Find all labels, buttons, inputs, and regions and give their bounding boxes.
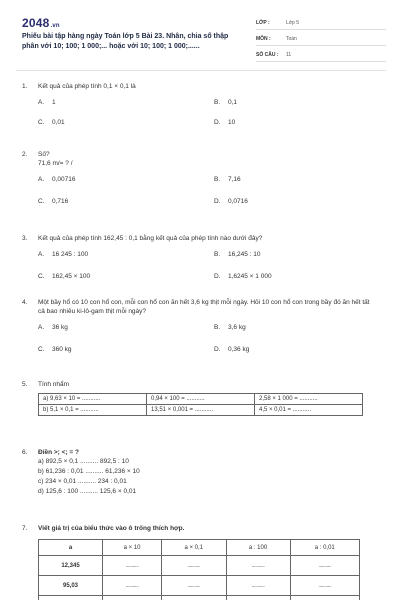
- meta-value: Lớp 5: [286, 19, 300, 26]
- option-letter: C.: [38, 119, 45, 126]
- table-header-cell: a : 0,01: [290, 540, 360, 556]
- table-cell[interactable]: a) 9,63 × 10 = ...........: [39, 394, 147, 405]
- compare-line[interactable]: d) 125,6 : 100 .......... 125,6 × 0,01: [38, 488, 137, 495]
- option-letter: B.: [214, 251, 221, 258]
- option-value: 1,6245 × 1 000: [228, 273, 272, 280]
- question-text: Tính nhẩm: [38, 381, 70, 388]
- option-value: 3,6 kg: [228, 324, 246, 331]
- option-letter: B.: [214, 324, 221, 331]
- meta-count-row: [256, 48, 386, 62]
- option-letter: A.: [38, 99, 45, 106]
- option-c[interactable]: [38, 273, 90, 280]
- table-cell[interactable]: 4,5 × 0,01 = ...........: [255, 405, 363, 416]
- option-letter: C.: [38, 198, 45, 205]
- table-header-cell: a × 10: [102, 540, 161, 556]
- option-value: 7,16: [228, 176, 241, 183]
- question-number: 1.: [22, 83, 28, 90]
- question-number: 5.: [22, 381, 28, 388]
- option-letter: C.: [38, 273, 45, 280]
- options-row: [38, 198, 372, 212]
- table-cell[interactable]: ...........: [162, 556, 227, 576]
- table-cell[interactable]: ...........: [290, 576, 360, 596]
- option-c[interactable]: [38, 198, 68, 205]
- question-number: 6.: [22, 449, 28, 456]
- question-7: [22, 524, 372, 600]
- question-5: [22, 380, 372, 416]
- option-value: 0,1: [228, 99, 238, 106]
- table-row: [39, 556, 360, 576]
- option-b[interactable]: [214, 251, 261, 258]
- question-text: Số?: [38, 151, 50, 158]
- meta-value: Toán: [286, 35, 297, 42]
- question-number: 7.: [22, 525, 28, 532]
- option-value: 36 kg: [52, 324, 68, 331]
- question-text: Một bầy hổ có 10 con hổ con, mỗi con hổ con ăn hết 3,6 kg thịt mỗi ngày. Hỏi 10 con hổ con trong bầy đó ăn hết tất cả bao nhiêu ki-lô-gam thịt mỗi ngày?: [38, 299, 370, 315]
- option-b[interactable]: [214, 176, 241, 183]
- table-cell[interactable]: [290, 596, 360, 600]
- question-number: 2.: [22, 151, 28, 158]
- table-header-cell: a : 100: [226, 540, 290, 556]
- meta-class-row: [256, 16, 386, 30]
- option-letter: B.: [214, 176, 221, 183]
- option-value: 10: [228, 119, 236, 126]
- table-row: [39, 576, 360, 596]
- option-a[interactable]: [38, 176, 76, 183]
- table-cell[interactable]: 0,94 × 100 = ...........: [147, 394, 255, 405]
- option-letter: D.: [214, 119, 221, 126]
- question-number: 3.: [22, 235, 28, 242]
- header-divider: [16, 70, 386, 71]
- option-letter: A.: [38, 324, 45, 331]
- option-value: 16 245 : 100: [52, 251, 89, 258]
- question-1: [22, 82, 372, 133]
- table-header-cell: a × 0,1: [162, 540, 227, 556]
- option-letter: C.: [38, 346, 45, 353]
- compare-line[interactable]: c) 234 × 0,01 .......... 234 : 0,01: [38, 478, 127, 485]
- question-number: 4.: [22, 299, 28, 306]
- table-cell: 95,03: [39, 576, 103, 596]
- options-row: [38, 273, 372, 287]
- question-4: [22, 298, 372, 360]
- table-cell[interactable]: ...........: [226, 556, 290, 576]
- option-value: 0,0716: [228, 198, 248, 205]
- compare-line[interactable]: a) 892,5 × 0,1 .......... 892,5 : 10: [38, 458, 129, 465]
- table-cell[interactable]: ...........: [102, 576, 161, 596]
- option-value: 360 kg: [52, 346, 72, 353]
- options-row: [38, 346, 372, 360]
- option-letter: D.: [214, 346, 221, 353]
- table-header-cell: a: [39, 540, 103, 556]
- table-cell[interactable]: ...........: [162, 576, 227, 596]
- table-cell: 12,345: [39, 556, 103, 576]
- table-cell[interactable]: ...........: [226, 576, 290, 596]
- option-a[interactable]: [38, 324, 68, 331]
- table-cell[interactable]: [226, 596, 290, 600]
- option-letter: D.: [214, 273, 221, 280]
- option-value: 16,245 : 10: [228, 251, 261, 258]
- option-value: 0,01: [52, 119, 65, 126]
- options-row: [38, 251, 372, 265]
- meta-subject-row: [256, 32, 386, 46]
- option-d[interactable]: [214, 198, 248, 205]
- logo-text: 2048: [22, 16, 50, 30]
- table-row: [39, 394, 363, 405]
- option-letter: A.: [38, 251, 45, 258]
- option-a[interactable]: [38, 99, 56, 106]
- option-value: 0,716: [52, 198, 69, 205]
- option-value: 1: [52, 99, 56, 106]
- table-cell[interactable]: 13,51 × 0,001 = ...........: [147, 405, 255, 416]
- option-c[interactable]: [38, 119, 65, 126]
- expression-table: [38, 539, 360, 600]
- mental-math-table: [38, 393, 363, 416]
- meta-value: 11: [286, 51, 292, 58]
- table-row: [39, 596, 360, 600]
- option-d[interactable]: [214, 119, 235, 126]
- worksheet-title: Phiếu bài tập hàng ngày Toán lớp 5 Bài 23. Nhân, chia số thập phân với 10; 100; 1 000;... hoặc với 10; 100; 1 000;......: [22, 33, 229, 50]
- table-cell: [39, 596, 103, 600]
- option-letter: B.: [214, 99, 221, 106]
- meta-label: LỚP :: [256, 19, 270, 26]
- option-b[interactable]: [214, 99, 237, 106]
- table-cell[interactable]: [102, 596, 161, 600]
- question-subtext: 71,6 m/= ? /: [38, 160, 73, 167]
- header: [16, 14, 386, 66]
- option-letter: A.: [38, 176, 45, 183]
- compare-line[interactable]: b) 61,236 : 0,01 .......... 61,236 × 10: [38, 468, 140, 475]
- meta-label: MÔN :: [256, 35, 271, 42]
- table-header-row: [39, 540, 360, 556]
- table-row: [39, 405, 363, 416]
- meta-label: SỐ CÂU :: [256, 51, 279, 58]
- question-text: Điền >; <; = ?: [38, 449, 79, 456]
- question-text: Viết giá trị của biểu thức vào ô trống thích hợp.: [38, 525, 185, 532]
- options-row: [38, 324, 372, 338]
- question-6: [22, 448, 372, 497]
- question-3: [22, 234, 372, 287]
- table-cell[interactable]: 2,58 × 1 000 = ...........: [255, 394, 363, 405]
- table-cell[interactable]: ...........: [290, 556, 360, 576]
- option-d[interactable]: [214, 273, 272, 280]
- option-value: 0,00716: [52, 176, 76, 183]
- options-row: [38, 176, 372, 190]
- table-cell[interactable]: b) 5,1 × 0,1 = ...........: [39, 405, 147, 416]
- option-a[interactable]: [38, 251, 88, 258]
- question-2: [22, 150, 372, 212]
- question-text: Kết quả của phép tính 0,1 × 0,1 là: [38, 83, 136, 90]
- option-c[interactable]: [38, 346, 72, 353]
- table-cell[interactable]: [162, 596, 227, 600]
- meta-info: [256, 16, 386, 64]
- option-d[interactable]: [214, 346, 249, 353]
- option-b[interactable]: [214, 324, 246, 331]
- site-logo[interactable]: [22, 16, 60, 30]
- options-row: [38, 119, 372, 133]
- option-value: 162,45 × 100: [52, 273, 91, 280]
- logo-suffix: .vn: [50, 23, 60, 29]
- option-letter: D.: [214, 198, 221, 205]
- question-text: Kết quả của phép tính 162,45 : 0,1 bằng kết quả của phép tính nào dưới đây?: [38, 235, 263, 242]
- table-cell[interactable]: ...........: [102, 556, 161, 576]
- option-value: 0,36 kg: [228, 346, 250, 353]
- options-row: [38, 99, 372, 113]
